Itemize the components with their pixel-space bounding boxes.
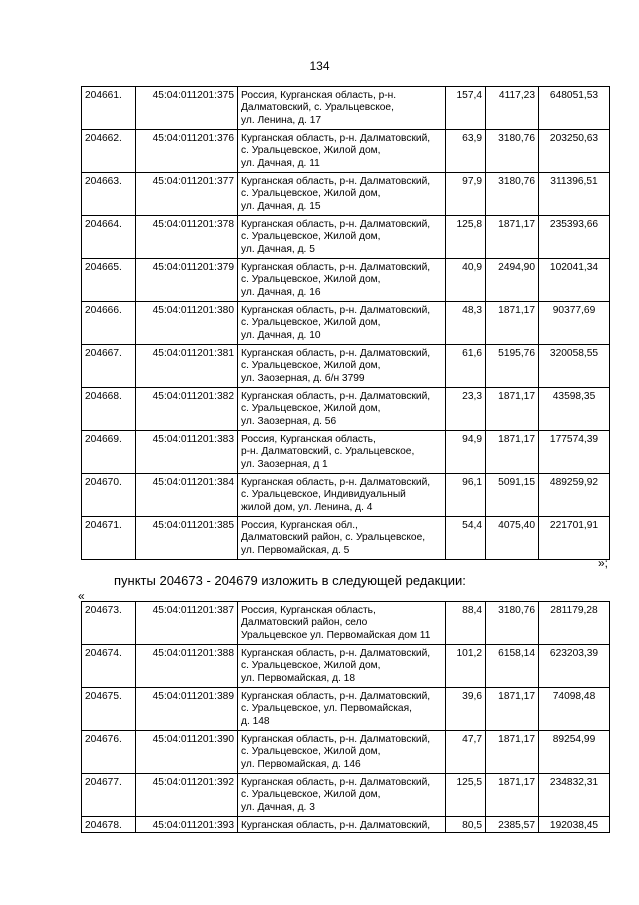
address-cell — [238, 216, 446, 259]
address-line: Далматовский район, с. Уральцевское, — [241, 532, 426, 544]
registry-table-1 — [81, 86, 610, 560]
address-line: Курганская область, р-н. Далматовский, — [241, 262, 431, 273]
item-number-cell: 204668. — [82, 388, 136, 431]
unit-cost-cell: 4075,40 — [486, 517, 539, 560]
table-row — [82, 216, 610, 259]
table-row — [82, 774, 610, 817]
cadastral-value-cell: 89254,99 — [539, 731, 610, 774]
unit-cost-cell: 1871,17 — [486, 302, 539, 345]
address-line: ул. Дачная, д. 11 — [241, 157, 320, 169]
cadastral-value-cell: 90377,69 — [539, 302, 610, 345]
cadastral-number-cell: 45:04:011201:380 — [136, 302, 238, 345]
registry-table-2 — [81, 601, 610, 833]
address-line: ул. Дачная, д. 15 — [241, 200, 321, 212]
item-number-cell: 204675. — [82, 688, 136, 731]
cadastral-value-cell: 234832,31 — [539, 774, 610, 817]
address-cell — [238, 731, 446, 774]
cadastral-number-cell: 45:04:011201:385 — [136, 517, 238, 560]
address-line: с. Уральцевское, Жилой дом, — [241, 145, 381, 157]
address-cell — [238, 602, 446, 645]
area-cell: 80,5 — [446, 817, 486, 833]
address-line: с. Уральцевское, Жилой дом, — [241, 188, 381, 200]
address-line: Курганская область, р-н. Далматовский, — [241, 176, 431, 187]
table-row — [82, 731, 610, 774]
item-number-cell: 204669. — [82, 431, 136, 474]
item-number-cell: 204667. — [82, 345, 136, 388]
address-line: с. Уральцевское, Жилой дом, — [241, 789, 381, 801]
area-cell: 54,4 — [446, 517, 486, 560]
area-cell: 23,3 — [446, 388, 486, 431]
cadastral-value-cell: 235393,66 — [539, 216, 610, 259]
unit-cost-cell: 1871,17 — [486, 774, 539, 817]
address-line: р-н. Далматовский, с. Уральцевское, — [241, 446, 415, 458]
cadastral-number-cell: 45:04:011201:393 — [136, 817, 238, 833]
cadastral-number-cell: 45:04:011201:381 — [136, 345, 238, 388]
address-line: ул. Первомайская, д. 18 — [241, 672, 356, 684]
address-line: Далматовский, с. Уральцевское, — [241, 102, 394, 114]
address-line: ул. Первомайская, д. 5 — [241, 544, 350, 556]
address-line: ул. Дачная, д. 5 — [241, 243, 315, 255]
amendment-instruction: пункты 204673 - 204679 изложить в следующей редакции: — [114, 573, 466, 588]
address-line: ул. Ленина, д. 17 — [241, 114, 322, 126]
item-number-cell: 204665. — [82, 259, 136, 302]
address-line: Россия, Курганская область, — [241, 605, 376, 616]
address-line: с. Уральцевское, Жилой дом, — [241, 274, 381, 286]
address-line: Курганская область, р-н. Далматовский, — [241, 391, 431, 402]
item-number-cell: 204671. — [82, 517, 136, 560]
cadastral-value-cell: 102041,34 — [539, 259, 610, 302]
item-number-cell: 204676. — [82, 731, 136, 774]
address-line: Уральцевское ул. Первомайская дом 11 — [241, 629, 431, 641]
area-cell: 88,4 — [446, 602, 486, 645]
item-number-cell: 204677. — [82, 774, 136, 817]
cadastral-number-cell: 45:04:011201:376 — [136, 130, 238, 173]
unit-cost-cell: 2385,57 — [486, 817, 539, 833]
address-line: Курганская область, р-н. Далматовский, — [241, 734, 431, 745]
area-cell: 125,5 — [446, 774, 486, 817]
address-line: Курганская область, р-н. Далматовский, — [241, 348, 431, 359]
item-number-cell: 204674. — [82, 645, 136, 688]
address-line: с. Уральцевское, Жилой дом, — [241, 660, 381, 672]
cadastral-value-cell: 192038,45 — [539, 817, 610, 833]
address-line: с. Уральцевское, Жилой дом, — [241, 746, 381, 758]
area-cell: 39,6 — [446, 688, 486, 731]
table-row — [82, 345, 610, 388]
table-row — [82, 130, 610, 173]
unit-cost-cell: 1871,17 — [486, 431, 539, 474]
address-cell — [238, 87, 446, 130]
table-row — [82, 431, 610, 474]
address-line: д. 148 — [241, 715, 270, 727]
table-row — [82, 302, 610, 345]
cadastral-number-cell: 45:04:011201:392 — [136, 774, 238, 817]
table-row — [82, 602, 610, 645]
cadastral-value-cell: 177574,39 — [539, 431, 610, 474]
area-cell: 101,2 — [446, 645, 486, 688]
item-number-cell: 204663. — [82, 173, 136, 216]
area-cell: 47,7 — [446, 731, 486, 774]
table-row — [82, 474, 610, 517]
area-cell: 48,3 — [446, 302, 486, 345]
area-cell: 157,4 — [446, 87, 486, 130]
item-number-cell: 204666. — [82, 302, 136, 345]
address-line: Курганская область, р-н. Далматовский, — [241, 648, 431, 659]
unit-cost-cell: 2494,90 — [486, 259, 539, 302]
unit-cost-cell: 5195,76 — [486, 345, 539, 388]
cadastral-number-cell: 45:04:011201:390 — [136, 731, 238, 774]
address-line: с. Уральцевское, ул. Первомайская, — [241, 703, 412, 715]
address-line: ул. Дачная, д. 10 — [241, 329, 321, 341]
unit-cost-cell: 1871,17 — [486, 216, 539, 259]
address-line: Далматовский район, село — [241, 617, 368, 629]
cadastral-value-cell: 489259,92 — [539, 474, 610, 517]
address-line: Курганская область, р-н. Далматовский, — [241, 219, 431, 230]
address-cell — [238, 130, 446, 173]
cadastral-value-cell: 311396,51 — [539, 173, 610, 216]
opening-quote: « — [78, 589, 85, 603]
cadastral-number-cell: 45:04:011201:389 — [136, 688, 238, 731]
cadastral-value-cell: 648051,53 — [539, 87, 610, 130]
table-row — [82, 259, 610, 302]
item-number-cell: 204662. — [82, 130, 136, 173]
address-line: жилой дом, ул. Ленина, д. 4 — [241, 501, 373, 513]
address-line: Курганская область, р-н. Далматовский, — [241, 777, 431, 788]
table-row — [82, 645, 610, 688]
address-line: Россия, Курганская область, р-н. — [241, 90, 397, 101]
address-cell — [238, 302, 446, 345]
unit-cost-cell: 3180,76 — [486, 173, 539, 216]
unit-cost-cell: 1871,17 — [486, 388, 539, 431]
cadastral-number-cell: 45:04:011201:375 — [136, 87, 238, 130]
unit-cost-cell: 3180,76 — [486, 602, 539, 645]
closing-quote: »; — [598, 556, 609, 570]
cadastral-number-cell: 45:04:011201:384 — [136, 474, 238, 517]
cadastral-value-cell: 623203,39 — [539, 645, 610, 688]
address-line: ул. Первомайская, д. 146 — [241, 758, 361, 770]
address-cell — [238, 645, 446, 688]
address-cell — [238, 345, 446, 388]
cadastral-number-cell: 45:04:011201:379 — [136, 259, 238, 302]
item-number-cell: 204661. — [82, 87, 136, 130]
cadastral-value-cell: 320058,55 — [539, 345, 610, 388]
table-row — [82, 87, 610, 130]
unit-cost-cell: 1871,17 — [486, 688, 539, 731]
area-cell: 125,8 — [446, 216, 486, 259]
cadastral-value-cell: 74098,48 — [539, 688, 610, 731]
address-line: Курганская область, р-н. Далматовский, — [241, 691, 431, 702]
area-cell: 61,6 — [446, 345, 486, 388]
address-line: Россия, Курганская обл., — [241, 520, 358, 531]
address-line: с. Уральцевское, Жилой дом, — [241, 231, 381, 243]
address-cell — [238, 388, 446, 431]
address-line: ул. Заозерная, д. 56 — [241, 415, 337, 427]
address-line: Курганская область, р-н. Далматовский, — [241, 477, 431, 488]
area-cell: 97,9 — [446, 173, 486, 216]
cadastral-number-cell: 45:04:011201:382 — [136, 388, 238, 431]
table-row — [82, 817, 610, 833]
table-row — [82, 388, 610, 431]
cadastral-number-cell: 45:04:011201:383 — [136, 431, 238, 474]
cadastral-value-cell: 221701,91 — [539, 517, 610, 560]
address-line: ул. Заозерная, д. б/н 3799 — [241, 372, 365, 384]
cadastral-value-cell: 203250,63 — [539, 130, 610, 173]
address-line: с. Уральцевское, Жилой дом, — [241, 360, 381, 372]
cadastral-value-cell: 43598,35 — [539, 388, 610, 431]
address-line: Курганская область, р-н. Далматовский, — [241, 305, 431, 316]
cadastral-value-cell: 281179,28 — [539, 602, 610, 645]
address-cell — [238, 173, 446, 216]
unit-cost-cell: 6158,14 — [486, 645, 539, 688]
item-number-cell: 204664. — [82, 216, 136, 259]
cadastral-number-cell: 45:04:011201:378 — [136, 216, 238, 259]
address-line: Россия, Курганская область, — [241, 434, 376, 445]
area-cell: 94,9 — [446, 431, 486, 474]
page-number: 134 — [309, 59, 330, 73]
address-line: с. Уральцевское, Жилой дом, — [241, 403, 381, 415]
area-cell: 40,9 — [446, 259, 486, 302]
cadastral-number-cell: 45:04:011201:388 — [136, 645, 238, 688]
area-cell: 63,9 — [446, 130, 486, 173]
table-row — [82, 173, 610, 216]
address-line: ул. Заозерная, д 1 — [241, 458, 328, 470]
address-line: Курганская область, р-н. Далматовский, — [241, 133, 431, 144]
address-line: ул. Дачная, д. 3 — [241, 801, 315, 813]
address-cell — [238, 474, 446, 517]
cadastral-number-cell: 45:04:011201:387 — [136, 602, 238, 645]
address-cell — [238, 774, 446, 817]
address-cell — [238, 517, 446, 560]
area-cell: 96,1 — [446, 474, 486, 517]
item-number-cell: 204670. — [82, 474, 136, 517]
item-number-cell: 204678. — [82, 817, 136, 833]
address-cell — [238, 817, 446, 833]
address-line: с. Уральцевское, Индивидуальный — [241, 489, 406, 501]
unit-cost-cell: 3180,76 — [486, 130, 539, 173]
address-cell — [238, 688, 446, 731]
address-line: с. Уральцевское, Жилой дом, — [241, 317, 381, 329]
item-number-cell: 204673. — [82, 602, 136, 645]
cadastral-number-cell: 45:04:011201:377 — [136, 173, 238, 216]
address-cell — [238, 431, 446, 474]
table-row — [82, 688, 610, 731]
table-row — [82, 517, 610, 560]
address-line: ул. Дачная, д. 16 — [241, 286, 321, 298]
address-line: Курганская область, р-н. Далматовский, — [241, 820, 431, 831]
unit-cost-cell: 4117,23 — [486, 87, 539, 130]
unit-cost-cell: 5091,15 — [486, 474, 539, 517]
unit-cost-cell: 1871,17 — [486, 731, 539, 774]
address-cell — [238, 259, 446, 302]
